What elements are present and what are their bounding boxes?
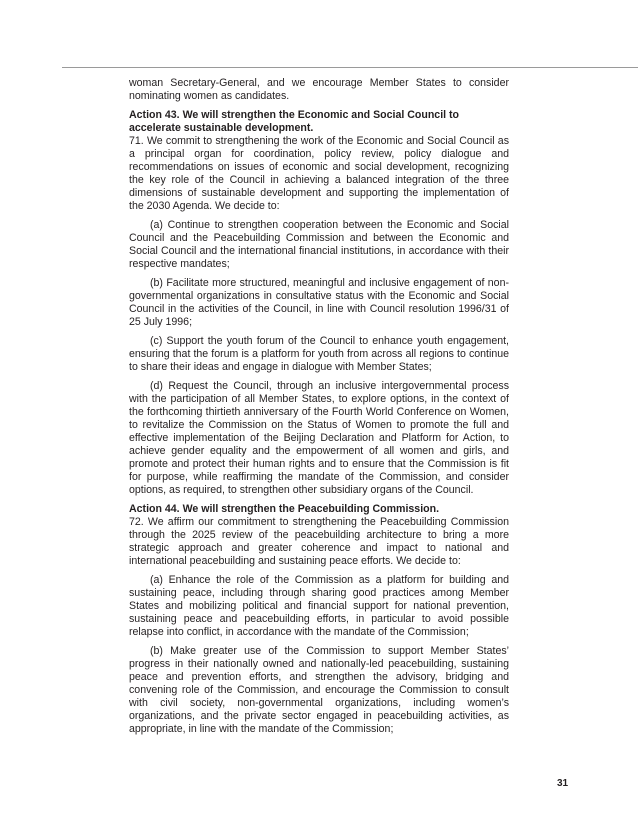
page-number: 31 (557, 778, 569, 789)
paragraph-71-item-b: (b) Facilitate more structured, meaningful and inclusive engagement of non-governmental organizations in consultative status with the Economic and Social Council in the activities of the Council, in line with Council resolution 1996/31 of 25 July 1996; (129, 277, 509, 328)
action-43-heading: Action 43. We will strengthen the Economic and Social Council to accelerate sustainable development. (129, 109, 460, 134)
paragraph-72-item-b: (b) Make greater use of the Commission to support Member States’ progress in their nationally owned and nationally-led peacebuilding, sustaining peace and prevention efforts, and strengthen the advisory, bridging and convening role of the Commission, and encourage the Commission to consult with civil society, non-governmental organizations, including women’s organizations, and the private sector engaged in peacebuilding activities, as appropriate, in line with the mandate of the Commission; (129, 645, 509, 735)
paragraph-72-item-a: (a) Enhance the role of the Commission as a platform for building and sustaining peace, including through sharing good practices among Member States and mobilizing political and financial support for national prevention, sustaining peace and peacebuilding efforts, in particular to avoid possible relapse into conflict, in accordance with the mandate of the Commission; (129, 574, 509, 638)
intro-continuation: woman Secretary-General, and we encourage Member States to consider nominating women as candidates. (129, 77, 509, 102)
document-body (129, 77, 509, 742)
action-44-heading: Action 44. We will strengthen the Peacebuilding Commission. (129, 503, 440, 515)
paragraph-71: 71. We commit to strengthening the work of the Economic and Social Council as a principal organ for coordination, policy review, policy dialogue and recommendations on issues of economic and social development, recognizing the key role of the Council in achieving a balanced integration of the three dimensions of sustainable development and supporting the implementation of the 2030 Agenda. We decide to: (129, 135, 509, 212)
paragraph-72: 72. We affirm our commitment to strengthening the Peacebuilding Commission through the 2025 review of the peacebuilding architecture to bring a more strategic approach and greater coherence and impact to national and international peacebuilding and sustaining peace efforts. We decide to: (129, 516, 509, 567)
paragraph-71-item-d: (d) Request the Council, through an inclusive intergovernmental process with the participation of all Member States, to explore options, in the context of the forthcoming thirtieth anniversary of the Fourth World Conference on Women, to revitalize the Commission on the Status of Women to promote the full and effective implementation of the Beijing Declaration and Platform for Action, to achieve gender equality and the empowerment of all women and girls, and promote and protect their human rights and to ensure that the Commission is fit for purpose, while reaffirming the mandate of the Commission, and consider options, as required, to strengthen other subsidiary organs of the Council. (129, 380, 509, 496)
paragraph-71-item-a: (a) Continue to strengthen cooperation between the Economic and Social Council and the Peacebuilding Commission and between the Economic and Social Council and the international financial institutions, in accordance with their respective mandates; (129, 219, 509, 270)
header-rule (62, 67, 638, 68)
paragraph-71-item-c: (c) Support the youth forum of the Council to enhance youth engagement, ensuring that the forum is a platform for youth from across all regions to continue to share their ideas and engage in dialogue with Member States; (129, 335, 509, 373)
